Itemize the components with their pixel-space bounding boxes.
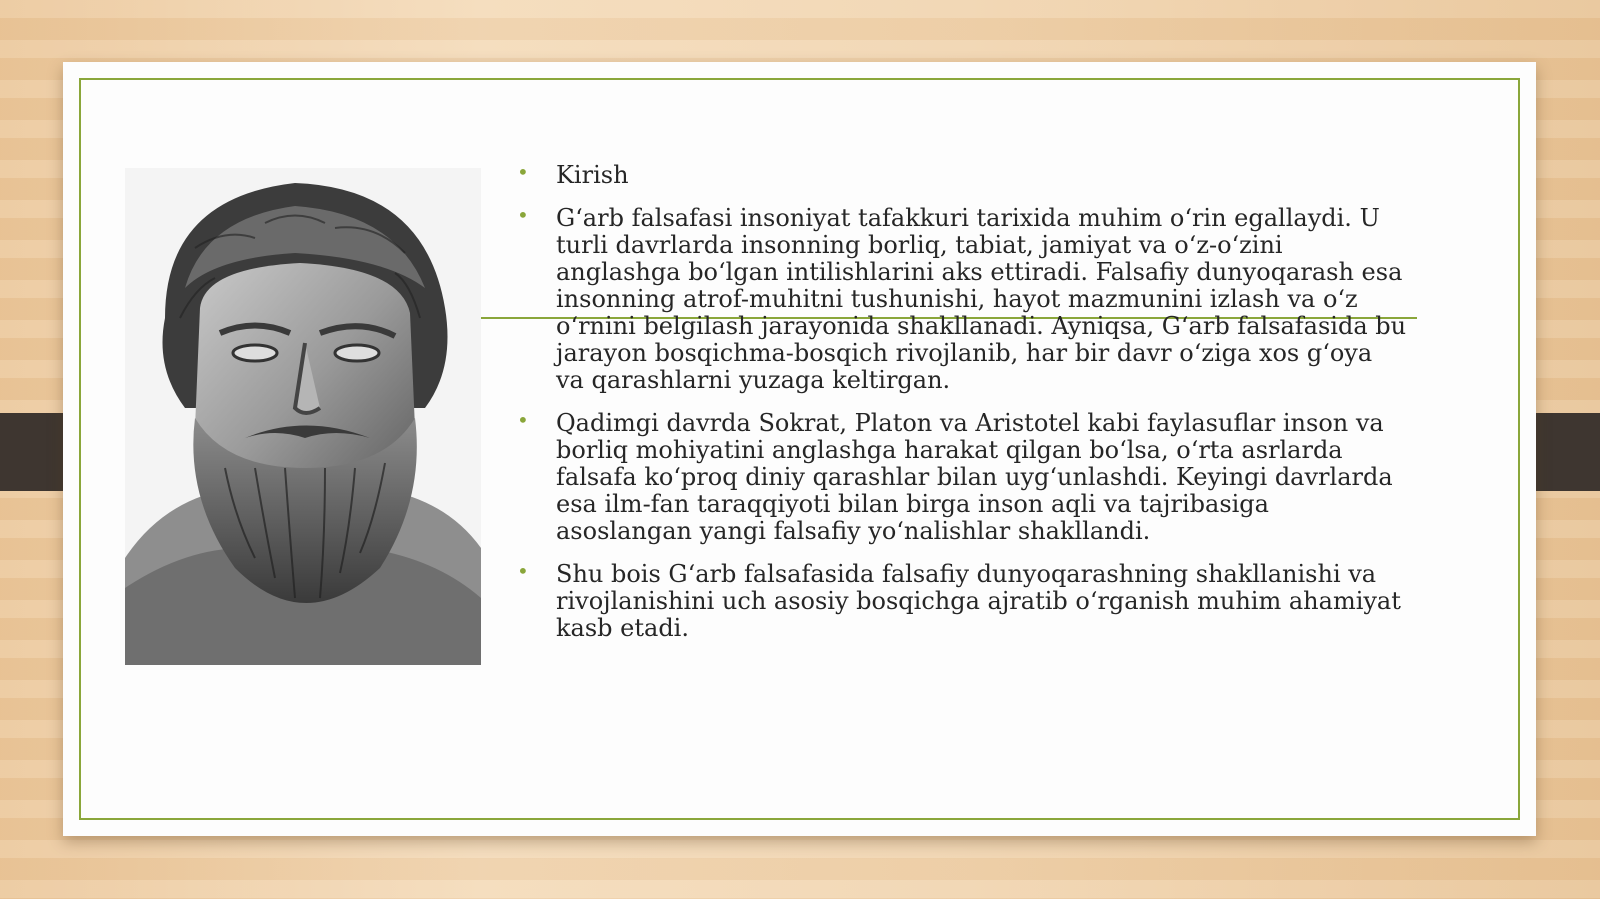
bullet-item-intro <box>517 205 1407 394</box>
bullet-item-kirish <box>517 162 1407 189</box>
bullet-item-conclusion <box>517 561 1407 642</box>
bullet-text: Qadimgi davrda Sokrat, Platon va Aristotel kabi faylasuflar inson va borliq mohiyatini anglashga harakat qilgan bo‘lsa, o‘rta asrlarda falsafa ko‘proq diniy qarashlar bilan uyg‘unlashdi. Keyingi davrlarda esa ilm-fan taraqqiyoti bilan birga inson aqli va tajribasiga asoslangan yangi falsafiy yo‘nalishlar shakllandi. <box>556 409 1393 545</box>
bullet-item-history <box>517 410 1407 545</box>
philosopher-bust-image <box>125 168 481 665</box>
bullet-text: G‘arb falsafasi insoniyat tafakkuri tarixida muhim o‘rin egallaydi. U turli davrlarda insonning borliq, tabiat, jamiyat va o‘z-o‘zini anglashga bo‘lgan intilishlarini aks ettiradi. Falsafiy dunyoqarash esa insonning atrof-muhitni tushunishi, hayot mazmunini izlash va o‘z o‘rnini belgilash jarayonida shakllanadi. Ayniqsa, G‘arb falsafasida bu jarayon bosqichma-bosqich rivojlanib, har bir davr o‘ziga xos g‘oya va qarashlarni yuzaga keltirgan. <box>556 204 1407 394</box>
bullet-content <box>517 162 1407 658</box>
bullet-dot-icon: • <box>517 203 529 227</box>
bullet-text: Kirish <box>556 161 629 189</box>
bullet-dot-icon: • <box>517 160 529 184</box>
bullet-dot-icon: • <box>517 559 529 583</box>
bullet-list <box>517 162 1407 642</box>
bullet-dot-icon: • <box>517 408 529 432</box>
bullet-text: Shu bois G‘arb falsafasida falsafiy dunyoqarashning shakllanishi va rivojlanishini uch asosiy bosqichga ajratib o‘rganish muhim ahamiyat kasb etadi. <box>556 560 1401 642</box>
